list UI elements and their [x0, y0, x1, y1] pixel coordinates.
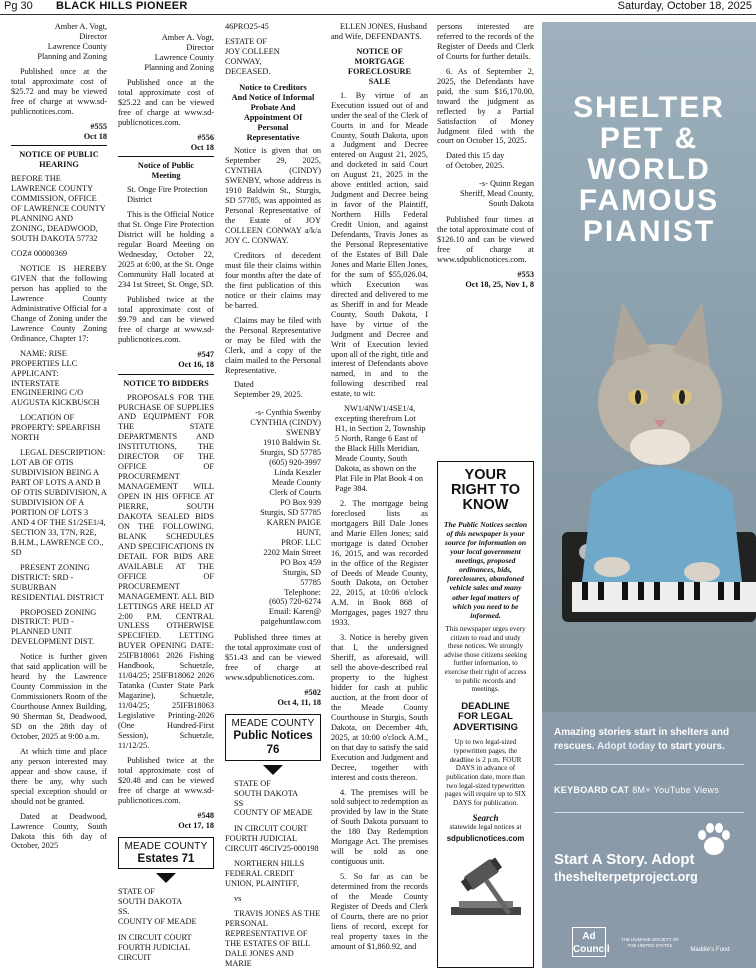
signature-line: Sturgis, SD 57785 — [260, 448, 321, 458]
deadline-title-line: FOR LEGAL — [458, 711, 513, 723]
notice-text: PROPOSED ZONING DISTRICT: PUD - PLANNED UNIT DEVELOPMENT DIST. — [11, 607, 97, 647]
signature-line: HUNT, — [296, 527, 321, 537]
search-line: statewide legal notices at — [449, 823, 522, 832]
dated-line: September 29, 2025. — [234, 390, 303, 400]
notice-text: Notice is given that on September 29, 2025, CYNTHIA (CINDY) SWENBY, whose address is 1910 Baldwin St., Sturgis, SD 57785, was appointed as Personal Representative of the Estate of JOY COLLEEN CONWAY a/k/a JOY C. CONWAY. — [225, 146, 321, 246]
blurb-highlight: Adopt today — [597, 741, 656, 752]
rtk-title-line: KNOW — [462, 497, 509, 514]
rtk-title-line: YOUR — [464, 467, 507, 483]
paper-name: BLACK HILLS PIONEER — [56, 0, 188, 12]
headline-line: PIANIST — [582, 215, 716, 248]
signature-line: -s- Cynthia Swenby — [255, 408, 321, 418]
divider — [554, 764, 744, 765]
paw-icon — [694, 822, 734, 858]
notice-text: NOTICE IS HEREBY GIVEN that the following person has applied to the Lawrence County Administrative Official for a Change of Zoning under the Lawrence County Zoning Ordinance, Chapter 17: — [11, 264, 107, 343]
divider — [118, 374, 214, 375]
ad-blurb — [554, 726, 748, 754]
issue-date: Saturday, October 18, 2025 — [617, 0, 752, 12]
signature-line: Director — [186, 42, 214, 52]
notice-text: 6. As of September 2, 2025, the Defendants have paid, the sum $16,170.00, toward the judgment as reflected by a Partial Satisfaction of Money Judgment filed with the court on October 15, 2025. — [437, 66, 534, 146]
logo-text: Maddie's Fund — [690, 947, 730, 953]
signature-line: Email: Karen@ — [268, 607, 321, 617]
caption-line: STATE OF — [234, 778, 271, 788]
signature-line: -s- Quinn Regan — [479, 179, 534, 189]
caption-line: SS. — [118, 907, 130, 917]
notice-text: 4. The premises will be sold subject to redemption as provided by law in the State of South Dakota pursuant to the 180 Day Redemption Mortgage Act. The premises will be sold as one contiguous unit. — [331, 787, 428, 867]
notice-text: Dated at Deadwood, Lawrence County, South Dakota this 6th day of October, 2025 — [11, 811, 107, 851]
signature-line: Planning and Zoning — [144, 62, 214, 72]
deadline-title-line: ADVERTISING — [453, 721, 518, 733]
dated-line: Dated this 15 day — [446, 151, 505, 161]
notices-link[interactable]: sdpublicnotices.com — [446, 834, 525, 844]
ad-cta: Start A Story. Adopt — [554, 851, 695, 868]
notice-org: St. Onge Fire Protection District — [127, 185, 208, 205]
deadline-title-line: DEADLINE — [461, 700, 510, 712]
caption-line: JOY COLLEEN — [225, 46, 280, 56]
notice-text: Claims may be filed with the Personal Representative or may be filed with the Clerk, and a copy of the claim mailed to the Personal Representative. — [225, 315, 321, 375]
signature-line: paigehuntlaw.com — [260, 617, 321, 627]
signature-line: Sturgis, SD — [282, 567, 321, 577]
signature-line: Planning and Zoning — [37, 51, 107, 61]
headline-line: PET & — [599, 122, 699, 155]
section-name: MEADE COUNTY — [231, 718, 315, 729]
masthead — [0, 0, 756, 15]
notice-text: Notice is further given that said application will be heard by the Lawrence County Commission in the Commissioners Room of the Courthouse Annex Building, 90 Sherman St, Deadwood, SD on the 28th day of October, 2025 at 9:00 a.m. — [11, 652, 107, 741]
publication-note: Published three times at the total approximate cost of $51.43 and can be viewed free of charge at www.sdpublicnotices.com. — [225, 633, 321, 683]
notice-id: #556 — [197, 132, 214, 142]
notice-text: IN CIRCUIT COURT FOURTH JUDICIAL CIRCUIT — [118, 933, 192, 963]
notice-text: LOCATION OF PROPERTY: SPEARFISH NORTH — [11, 413, 101, 443]
humane-society-logo — [620, 927, 680, 957]
ad-credit — [554, 785, 719, 795]
notice-text: 5. So far as can be determined from the records of the Meade County Register of Deeds and Clerk of Courts, there are no prior liens of record, except for real property taxes in the amount of $1,860.92, and — [331, 872, 428, 951]
signature-line: KAREN PAIGE — [266, 517, 321, 527]
notice-text: TRAVIS JONES AS THE PERSONAL REPRESENTATIVE OF THE ESTATES OF BILL DALE JONES AND MARIE — [225, 909, 321, 968]
signature-line: Clerk of Courts — [269, 487, 321, 497]
section-header — [118, 837, 214, 870]
ad-headline — [542, 92, 756, 247]
notice-text: BEFORE THE LAWRENCE COUNTY COMMISSION, OFFICE OF LAWRENCE COUNTY PLANNING AND ZONING, DEADWOOD, SOUTH DAKOTA 57732 — [11, 174, 106, 244]
caption-line: SOUTH DAKOTA — [234, 788, 299, 798]
notice-text: vs — [234, 894, 242, 904]
ad-logos — [572, 927, 732, 959]
signature-line: Sturgis, SD 57785 — [260, 507, 321, 517]
publication-note: Published four times at the total approximate cost of $126.10 and can be viewed free of charge at www.sdpublicnotices.com. — [437, 215, 534, 265]
arrow-down-icon — [263, 765, 283, 775]
deadline-text: Up to two legal-sized typewritten pages, the deadline is 2 p.m. FOUR DAYS in advance of publication date, more than two legal-sized typewritten pages will require up to SIX DAYS for publication. — [444, 738, 527, 807]
headline-line: SHELTER — [573, 91, 725, 124]
deadline-title — [438, 702, 533, 733]
section-header — [225, 714, 321, 761]
right-to-know-box — [437, 461, 534, 968]
page-number: Pg 30 — [4, 0, 33, 12]
dated-line: of October, 2025. — [446, 161, 505, 171]
signature-line: Amber A. Vogt, — [161, 33, 214, 42]
notice-dates: Oct 4, 11, 18 — [277, 698, 321, 708]
notice-text: Creditors of decedent must file their claims within four months after the date of the first publication of this notice or their claims may be barred. — [225, 251, 321, 310]
section-name: MEADE COUNTY — [124, 840, 208, 852]
ad-council-logo — [572, 927, 610, 957]
notice-dates: Oct 18 — [190, 142, 214, 152]
notice-title: NOTICE OF PUBLIC HEARING — [19, 150, 99, 170]
notice-dates: Oct 16, 18 — [178, 359, 214, 369]
notice-title: NOTICE OF MORTGAGE FORECLOSURE SALE — [347, 46, 412, 86]
caption-line: CONWAY, — [225, 56, 262, 66]
section-sub: Public Notices 76 — [233, 730, 313, 756]
notice-text: LEGAL DESCRIPTION: LOT AB OF OTIS SUBDIVISION BEING A PART OF LOTS A AND B OF OTIS SUBDIVISION, A SUBDIVISION OF A PORTION OF LOTS 3 AND 4 OF THE S1/2SE1/4, SECTION 33, T7N, R2E, B.H.M., LAWRENCE CO., SD — [11, 448, 107, 557]
rtk-title-line: RIGHT TO — [450, 482, 520, 499]
notice-text: PRESENT ZONING DISTRICT: SRD - SUBURBAN RESIDENTIAL DISTRICT — [11, 562, 105, 602]
signature-line: PO Box 459 — [279, 557, 321, 567]
logo-text: THE HUMANE SOCIETY OF THE UNITED STATES — [620, 937, 680, 948]
signature-line: Meade County — [271, 478, 321, 488]
divider — [11, 145, 107, 146]
publication-note: Published twice at the total approximate cost of $20.48 and can be viewed free of charge at www.sd-publicnotices.com. — [118, 755, 214, 805]
caption-line: COUNTY OF MEADE — [234, 808, 313, 818]
blurb-text: Amazing stories start in shelters and rescues. — [554, 727, 730, 752]
signature-line: Telephone: — [284, 587, 321, 597]
notice-text: ELLEN JONES, Husband and Wife, DEFENDANTS. — [331, 22, 427, 41]
notice-id: #555 — [90, 121, 107, 131]
signature-line: 2202 Main Street — [263, 547, 321, 557]
signature-line: South Dakota — [488, 199, 534, 209]
headline-line: FAMOUS — [578, 184, 720, 217]
column-1 — [11, 22, 107, 856]
signature-line: Sheriff, Mead County, — [460, 189, 534, 199]
notice-text: At which time and place any person interested may appear and show cause, if there be any, why such special exception should or should not be granted. — [11, 746, 107, 806]
notice-title: NOTICE TO BIDDERS — [123, 378, 209, 388]
column-2 — [118, 22, 214, 968]
notice-text: NORTHERN HILLS FEDERAL CREDIT UNION, PLAINTIFF, — [225, 859, 305, 889]
column-4 — [331, 22, 428, 957]
rtk-title — [438, 468, 533, 514]
credit-views: 8M+ YouTube Views — [632, 785, 720, 795]
rtk-urge: This newspaper urges every citizen to read and study these notices. We strongly advise those citizens seeking further information, to exercise their right of access to public records and meetings. — [444, 624, 527, 694]
divider — [118, 156, 214, 157]
publication-note: Published twice at the total approximate cost of $9.79 and can be viewed free of charge at www.sd-publicnotices.com. — [118, 294, 214, 344]
headline-line: WORLD — [587, 153, 711, 186]
signature-line: PO Box 939 — [279, 497, 321, 507]
maddies-fund-logo — [690, 927, 730, 957]
section-sub: Estates 71 — [137, 852, 195, 865]
notice-text: 3. Notice is hereby given that I, the undersigned Sheriff, as aforesaid, will sell the above-described real property to the highest bidder for cash at public auction, at the front door of the Meade County Courthouse in Sturgis, South Dakota, on December 4th, 2025, at 10:00 o'clock A.M., on that day to satisfy the said Execution and Judgment and Decree, together with interest and costs thereon. — [331, 633, 428, 782]
ad-url[interactable]: theshelterpetproject.org — [554, 870, 698, 884]
publication-note: Published once at the total approximate cost of $25.72 and may be viewed free of charge at www.sd-publicnotices.com. — [11, 66, 107, 116]
notice-text: COZ# 00000369 — [11, 249, 68, 259]
credit-name: KEYBOARD CAT — [554, 785, 630, 795]
notice-text: IN CIRCUIT COURT FOURTH JUDICIAL CIRCUIT 46CIV25-000198 — [225, 824, 319, 854]
signature-line: Linda Keszler — [274, 468, 321, 478]
signature-line: 1910 Baldwin St. — [263, 438, 321, 448]
signature-line: CYNTHIA (CINDY) — [250, 418, 321, 428]
notice-text: persons interested are referred to the records of the Register of Deeds and Clerk of Courts for further details. — [437, 22, 534, 61]
blurb-text: to start yours. — [658, 741, 725, 752]
dated-line: Dated — [234, 380, 254, 390]
notice-dates: Oct 18 — [83, 131, 107, 141]
signature-line: Amber A. Vogt, — [54, 22, 107, 31]
signature-line: Lawrence County — [47, 41, 107, 51]
divider — [554, 812, 744, 813]
signature-line: PROF. LLC — [281, 537, 321, 547]
notice-dates: Oct 17, 18 — [178, 820, 214, 830]
arrow-down-icon — [156, 873, 176, 883]
signature-line: Lawrence County — [154, 52, 214, 62]
caption-line: STATE OF — [118, 887, 155, 897]
notice-title: Notice to Creditors And Notice of Informal Probate And Appointment Of Personal Representative — [231, 82, 315, 142]
signature-line: SWENBY — [285, 428, 321, 438]
caption-line: ESTATE OF — [225, 36, 267, 46]
caption-line: COUNTY OF MEADE — [118, 917, 197, 927]
notice-title: Notice of Public Meeting — [137, 161, 195, 181]
notice-id: #502 — [304, 688, 321, 698]
publication-note: Published once at the total approximate cost of $25.22 and can be viewed free of charge at www.sd-publicnotices.com. — [118, 77, 214, 127]
column-3 — [225, 22, 321, 974]
notice-text: 1. By virtue of an Execution issued out of and under the seal of the Clerk of Courts in and for Meade County, South Dakota, upon a Judgment and Decree entered on August 21, 2025, and docketed in said Court on August 21, 2025 in the above entitled action, said Judgment and Decree being in favor of the Plaintiff, Northern Hills Federal Credit Union, and against Defendants, Travis Jones as the Personal Representative of the Estates of Bill Dale Jones and Marie Ellen Jones, for the sum of $55,026.04, which Execution was directed and delivered to me as Sheriff in and for Meade County, South Dakota, I have by virtue of the Judgment and Decree and Writ of Execution levied upon all of the right, title and interest of Defendants above named, in and to the following described real estate, to wit: — [331, 90, 428, 399]
notice-id: #547 — [197, 349, 214, 359]
notice-text: This is the Official Notice that St. Onge Fire Protection District will be holding a regular Board Meeting on Wednesday, October 22, 2025 at 6:00, at the St. Onge Community Hall located at 234 1st Street, St. Onge, SD. — [118, 210, 214, 289]
signature-line: 57785 — [300, 577, 321, 587]
signature-line: Director — [79, 31, 107, 41]
notice-text: NW1/4NW1/4SE1/4, excepting therefrom Lot H1, in Section 2, Township 5 North, Range 6 East of the Black Hills Meridian, Meade County, South Dakota, as shown on the Plat File in Plat Book 4 on Page 384. — [335, 404, 426, 493]
caption-line: DECEASED. — [225, 66, 271, 76]
notice-text: PROPOSALS FOR THE PURCHASE OF SUPPLIES AND EQUIPMENT FOR THE STATE DEPARTMENTS AND INSTITUTIONS, THE DIRECTOR OF THE OFFICE OF PROCUREMENT MANAGEMENT WILL OPEN IN HIS OFFICE AT PIERRE, SOUTH DAKOTA SEALED BIDS ON THE FOLLOWING. BLANK SCHEDULES AND SPECIFICATIONS IN DETAIL FOR BIDS ARE AVAILABLE AT THE OFFICE OF PROCUREMENT MANAGEMENT. ALL BID LETTINGS ARE HELD AT 2:00 P.M. CENTRAL UNLESS OTHERWISE SPECIFIED. LETTING BUYER OPENING DATE: 25IFB18061 2026 Fishing Handbook, Schuetzle, 11/04/25; 25IFB18062 2026 Tatanka (Custer State Park Magazine), Schuetzle, 11/04/25; 25IFB18063 Legislative Printing-2026 (One Hundred-First Session), Schuetzle, 11/12/25. — [118, 392, 214, 750]
logo-text: Ad Council — [573, 931, 610, 955]
shelter-pet-ad[interactable] — [542, 22, 756, 968]
caption-line: SOUTH DAKOTA — [118, 897, 183, 907]
search-label: Search — [472, 813, 499, 824]
signature-line: (605) 920-3997 — [269, 458, 321, 468]
gavel-icon — [441, 851, 531, 921]
notice-id: #553 — [517, 269, 534, 279]
notice-dates: Oct 18, 25, Nov 1, 8 — [465, 279, 534, 289]
rtk-intro: The Public Notices section of this newspaper is your source for information on your local government meetings, proposed ordinances, bids, foreclosures, abandoned vehicle sales and many other legal matters of which you need to be informed. — [443, 519, 528, 620]
notice-text: 2. The mortgage being foreclosed lists as mortgagers Bill Dale Jones and Marie Ellen Jones; said mortgage is dated October 16, 2015, and was recorded in the office of the Register of Deeds of Meade County, South Dakota, on October 22, 2015, at 10:06 o'clock A.M. in Book 868 of Mortgages, pages 1927 thru 1933. — [331, 498, 428, 628]
column-5 — [437, 22, 534, 457]
notice-id: #548 — [197, 810, 214, 820]
caption-line: SS — [234, 798, 244, 808]
signature-line: (605) 720-6274 — [269, 597, 321, 607]
notice-text: NAME: RISE PROPERTIES LLC APPLICANT: INTERSTATE ENGINEERING C/O AUGUSTA KICKBUSCH — [11, 348, 100, 408]
case-number: 46PRO25-45 — [225, 22, 269, 31]
